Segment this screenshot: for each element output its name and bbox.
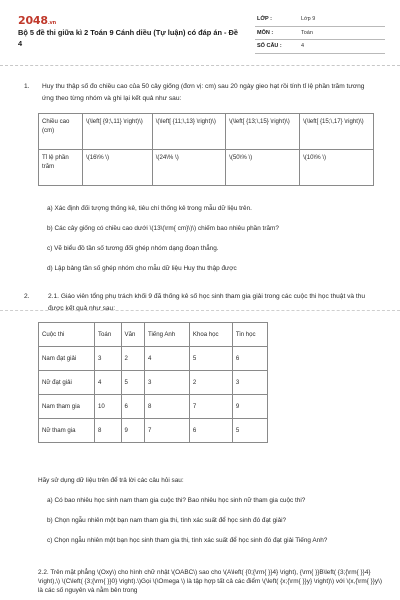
table-cell: 5 bbox=[232, 419, 267, 443]
table-cell: 7 bbox=[189, 395, 232, 419]
table-cell: 6 bbox=[232, 347, 267, 371]
table-row bbox=[39, 371, 268, 395]
meta-key: SỐ CÂU : bbox=[257, 43, 282, 49]
table-cell: 2 bbox=[189, 371, 232, 395]
table-cell: 5 bbox=[121, 371, 144, 395]
table-cell: 9 bbox=[121, 419, 144, 443]
table-cell: Nam đạt giải bbox=[39, 347, 95, 371]
meta-row-subject bbox=[255, 27, 385, 41]
table-cell: 10 bbox=[95, 395, 122, 419]
meta-value: Lớp 9 bbox=[301, 16, 316, 22]
data-table-contests bbox=[38, 322, 268, 443]
table-cell: 3 bbox=[232, 371, 267, 395]
question-text: Huy thu thập số đo chiều cao của 50 cây giống (đơn vị: cm) sau 20 ngày gieo hạt rồi tính tỉ lệ phần trăm tương ứng theo từng nhóm và ghi lại kết quả như sau: bbox=[42, 83, 365, 102]
logo-suffix: .vn bbox=[47, 20, 56, 26]
question-2-part2: 2.2. Trên mặt phẳng \(Oxy\) cho hình chữ nhật \(OABC\) sao cho \(A\left( {0;{\rm{ }}4} \right), {\rm{ }}B\left( {3;{\rm{ }}4} \right),\) \(C\left( {3;{\rm{ }}0} \right).\)Gọi \(\Omega \) là tập hợp tất cả các điểm \(\left( {x;{\rm{ }}y} \right)\) với \(x,{\rm{ }}y\) là các số nguyên và nằm bên trong bbox=[38, 569, 383, 594]
sub-question-1a: a) Xác định đối tượng thống kê, tiêu chí thống kê trong mẫu dữ liệu trên. bbox=[47, 205, 252, 212]
document-header bbox=[18, 12, 384, 60]
site-logo[interactable] bbox=[18, 14, 56, 27]
table-cell: Chiều cao (cm) bbox=[39, 114, 83, 150]
table-cell: \(\left[ {11;\,13} \right)\) bbox=[152, 114, 225, 150]
sub-question-1c: c) Vẽ biểu đồ tần số tương đối ghép nhóm dạng đoạn thẳng. bbox=[47, 245, 219, 252]
meta-key: MÔN : bbox=[257, 29, 274, 36]
meta-row-count bbox=[255, 40, 385, 54]
table-header-row bbox=[39, 323, 268, 347]
table-row bbox=[39, 114, 374, 150]
logo-text: 2048 bbox=[18, 14, 48, 27]
document-title: Bộ 5 đề thi giữa kì 2 Toán 9 Cánh diều (Tự luận) có đáp án - Đề 4 bbox=[18, 28, 238, 48]
table-cell: \(50\% \) bbox=[226, 150, 300, 186]
table-header-cell: Toán bbox=[95, 323, 122, 347]
table-cell: 3 bbox=[95, 347, 122, 371]
table-cell: 8 bbox=[144, 395, 189, 419]
sub-question-1b: b) Các cây giống có chiều cao dưới \(13\(\rm{ cm}\)\) chiếm bao nhiêu phần trăm? bbox=[47, 225, 279, 232]
table-cell: Nữ tham gia bbox=[39, 419, 95, 443]
sub-question-1d: d) Lập bảng tần số ghép nhóm cho mẫu dữ liệu Huy thu thập được bbox=[47, 265, 237, 272]
question-2-intro: Hãy sử dụng dữ liệu trên để trả lời các câu hỏi sau: bbox=[38, 477, 184, 484]
table-cell: 5 bbox=[189, 347, 232, 371]
table-cell: 6 bbox=[121, 395, 144, 419]
table-header-cell: Tin học bbox=[232, 323, 267, 347]
sub-question-2b: b) Chọn ngẫu nhiên một bạn nam tham gia thi, tính xác suất để học sinh đó đạt giải? bbox=[47, 517, 287, 524]
meta-panel bbox=[255, 13, 385, 54]
header-divider bbox=[0, 65, 400, 66]
table-row bbox=[39, 395, 268, 419]
table-cell: \(24\% \) bbox=[152, 150, 225, 186]
table-cell: \(16\% \) bbox=[83, 150, 153, 186]
sub-question-2a: a) Có bao nhiêu học sinh nam tham gia cuộc thi? Bao nhiêu học sinh nữ tham gia cuộc thi? bbox=[47, 497, 306, 504]
table-row bbox=[39, 419, 268, 443]
table-cell: 8 bbox=[95, 419, 122, 443]
table-row bbox=[39, 150, 374, 186]
table-cell: Tỉ lệ phần trăm bbox=[39, 150, 83, 186]
table-cell: 4 bbox=[95, 371, 122, 395]
table-cell: Nam tham gia bbox=[39, 395, 95, 419]
question-number: 1. bbox=[24, 83, 30, 90]
table-cell: \(\left[ {9;\,11} \right)\) bbox=[83, 114, 153, 150]
meta-value: 4 bbox=[301, 43, 305, 49]
table-cell: 7 bbox=[144, 419, 189, 443]
table-cell: 6 bbox=[189, 419, 232, 443]
question-text: 2.1. Giáo viên tổng phụ trách khối 9 đã thống kê số học sinh tham gia giải trong các cuộc thi học thuật và thu được kết quả như sau: bbox=[48, 293, 366, 312]
meta-row-class bbox=[255, 13, 385, 27]
table-row bbox=[39, 347, 268, 371]
table-cell: Nữ đạt giải bbox=[39, 371, 95, 395]
table-cell: 9 bbox=[232, 395, 267, 419]
table-header-cell: Tiếng Anh bbox=[144, 323, 189, 347]
table-cell: \(\left[ {15;\,17} \right)\) bbox=[300, 114, 374, 150]
table-header-cell: Khoa học bbox=[189, 323, 232, 347]
meta-key: LỚP : bbox=[257, 16, 272, 22]
table-cell: 2 bbox=[121, 347, 144, 371]
table-cell: 3 bbox=[144, 371, 189, 395]
table-cell: 4 bbox=[144, 347, 189, 371]
table-header-cell: Cuộc thi bbox=[39, 323, 95, 347]
sub-question-2c: c) Chọn ngẫu nhiên một bạn học sinh tham gia thi, tính xác suất để học sinh đó đạt giải Tiếng Anh? bbox=[47, 537, 328, 544]
table-cell: \(\left[ {13;\,15} \right)\) bbox=[226, 114, 300, 150]
data-table-heights bbox=[38, 113, 374, 186]
table-cell: \(10\% \) bbox=[300, 150, 374, 186]
question-number: 2. bbox=[24, 293, 30, 300]
meta-value: Toán bbox=[301, 29, 313, 36]
table-header-cell: Văn bbox=[121, 323, 144, 347]
